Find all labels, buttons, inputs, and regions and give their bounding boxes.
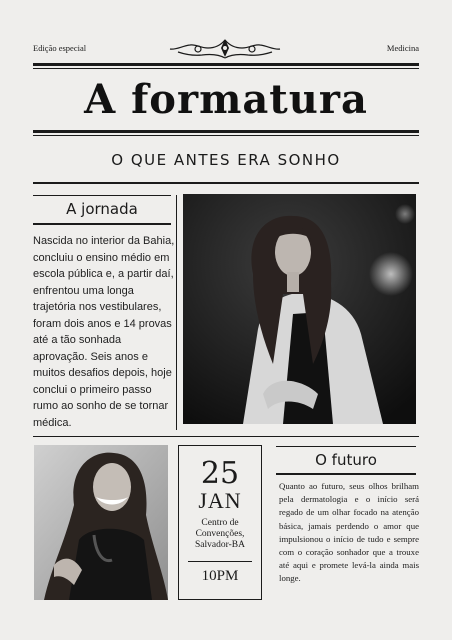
- event-venue-line2: Convenções,: [195, 529, 245, 539]
- futuro-rule-top: [276, 446, 416, 447]
- futuro-rule-bottom: [276, 473, 416, 475]
- jornada-rule-bottom: [33, 223, 171, 225]
- top-rule-thick: [33, 63, 419, 66]
- top-rule-thin: [33, 68, 419, 69]
- column-divider: [176, 195, 177, 430]
- event-separator: [188, 561, 252, 562]
- middle-rule: [33, 436, 419, 437]
- main-photo: [183, 194, 416, 424]
- event-day: 25: [200, 456, 240, 491]
- jornada-rule-top: [33, 195, 171, 196]
- section-label: Medicina: [386, 43, 419, 53]
- page-subtitle: O QUE ANTES ERA SONHO: [111, 151, 341, 169]
- event-time: 10PM: [201, 568, 239, 584]
- masthead-rule-thin: [33, 135, 419, 136]
- event-month: JAN: [198, 488, 242, 513]
- edition-label: Edição especial: [33, 43, 87, 53]
- futuro-title: O futuro: [315, 451, 377, 469]
- masthead-rule-thick: [33, 130, 419, 133]
- jornada-title: A jornada: [66, 200, 138, 218]
- jornada-text: Nascida no interior da Bahia, concluiu o ensino médio em escola pública e, a partir daí, enfrentou uma longa trajetória nos vestibulares, foram dois anos e 14 provas até a tão sonhada aprovação. Seis anos e muitos desafios depois, hoje conclui o primeiro passo rumo ao sonho de se tornar médica.: [33, 235, 175, 429]
- event-venue-line3: Salvador-BA: [195, 540, 245, 550]
- secondary-photo: [34, 445, 168, 600]
- ornament-flourish: [168, 36, 282, 62]
- futuro-text: Quanto ao futuro, seus olhos brilham pela dermatologia e o início será regado de um olhar focado na atenção básica, jamais perdendo o amor que impulsionou o início de tudo e sempre com o coração sonhador que a trouxe até aqui e promete levá-la ainda mais longe.: [279, 481, 419, 584]
- page-title: A formatura: [84, 76, 368, 123]
- subtitle-rule: [33, 182, 419, 184]
- event-venue-line1: Centro de: [201, 518, 239, 528]
